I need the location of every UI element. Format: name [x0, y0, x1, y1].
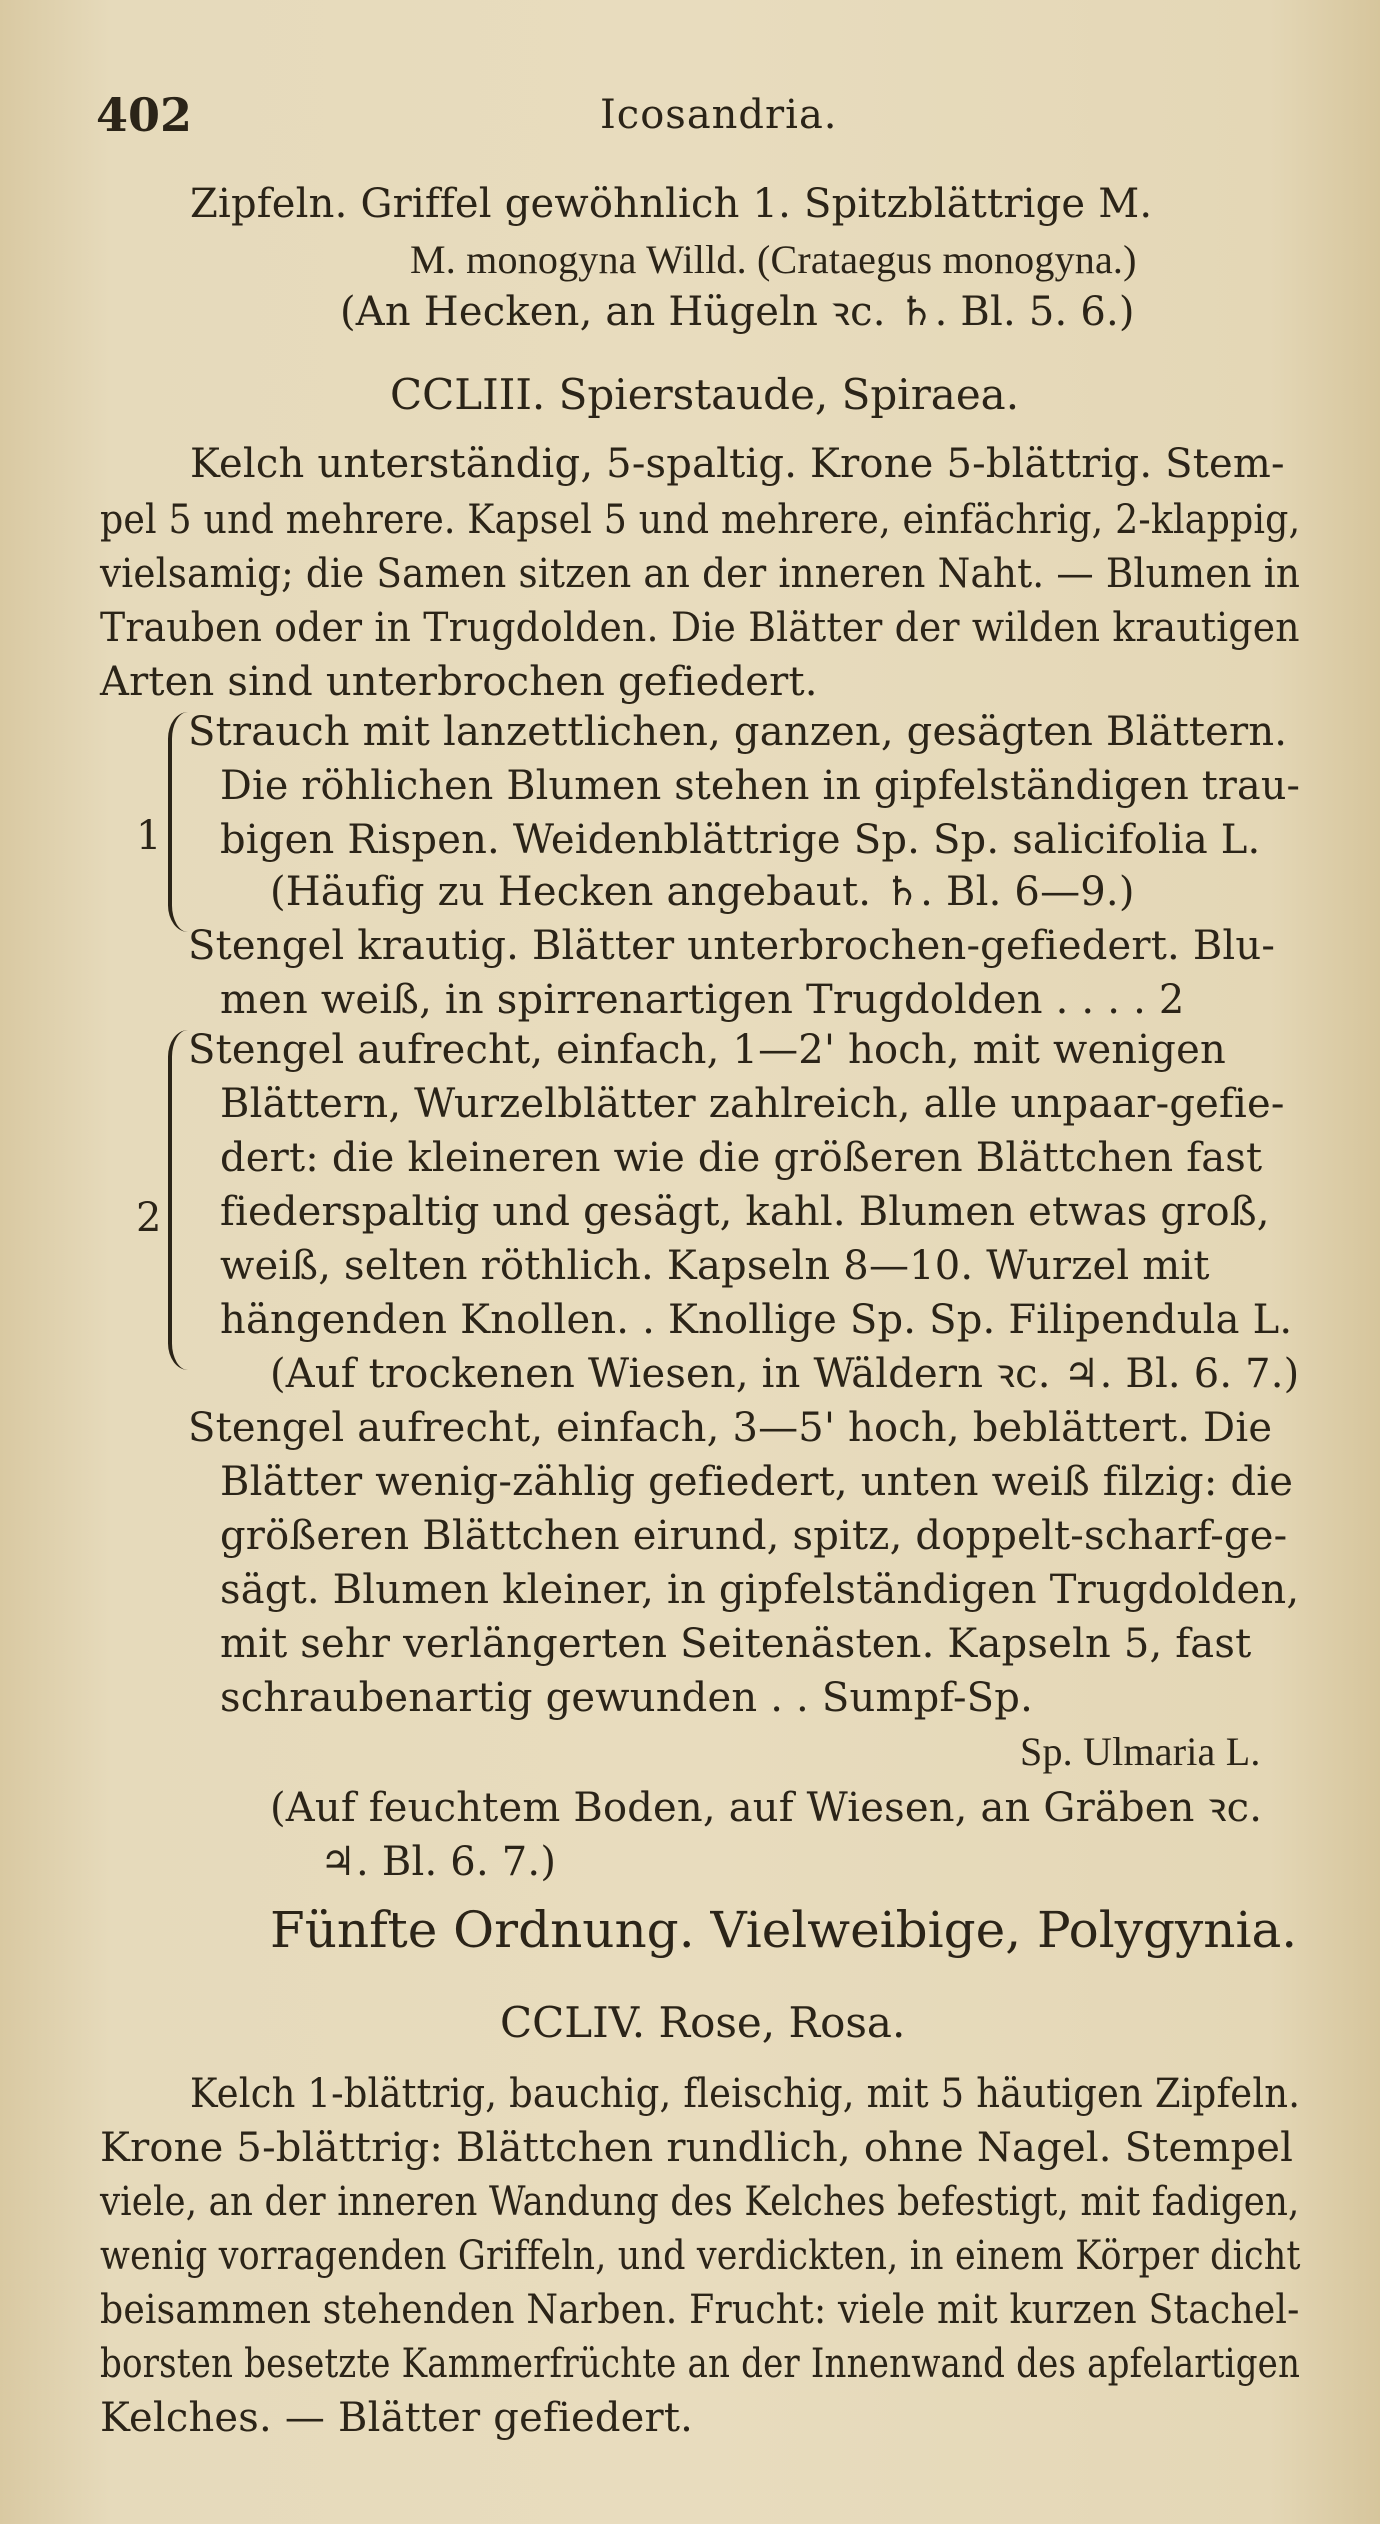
key-brace: [168, 712, 188, 932]
text-line: ♃. Bl. 6. 7.): [320, 1839, 557, 1885]
text-line: Die röhlichen Blumen stehen in gipfelständigen trau-: [220, 763, 1301, 809]
text-line: Stengel aufrecht, einfach, 1—2' hoch, mit wenigen: [188, 1027, 1226, 1073]
text-line: Sp. Ulmaria L.: [1020, 1729, 1261, 1774]
text-line: (An Hecken, an Hügeln ꝛc. ♄. Bl. 5. 6.): [340, 289, 1135, 335]
key-number: 2: [136, 1195, 162, 1241]
text-line: wenig vorragenden Griffeln, und verdickten, in einem Körper dicht: [100, 2233, 1301, 2279]
text-line: Zipfeln. Griffel gewöhnlich 1. Spitzblättrige M.: [190, 181, 1153, 227]
text-line: M. monogyna Willd. (Crataegus monogyna.): [410, 237, 1137, 282]
text-line: Stengel krautig. Blätter unterbrochen-gefiedert. Blu-: [188, 923, 1276, 969]
text-line: (Häufig zu Hecken angebaut. ♄. Bl. 6—9.): [270, 869, 1135, 915]
text-line: (Auf trockenen Wiesen, in Wäldern ꝛc. ♃. Bl. 6. 7.): [270, 1351, 1300, 1397]
text-line: sägt. Blumen kleiner, in gipfelständigen Trugdolden,: [220, 1567, 1300, 1613]
text-line: bigen Rispen. Weidenblättrige Sp. Sp. salicifolia L.: [220, 817, 1261, 863]
key-number: 1: [136, 813, 162, 859]
text-line: Krone 5-blättrig: Blättchen rundlich, ohne Nagel. Stempel: [100, 2125, 1294, 2171]
text-line: Kelch unterständig, 5-spaltig. Krone 5-blättrig. Stem-: [190, 441, 1285, 487]
running-head: Icosandria.: [600, 92, 838, 138]
text-line: men weiß, in spirrenartigen Trugdolden . . . . 2: [220, 977, 1185, 1023]
text-line: Blättern, Wurzelblätter zahlreich, alle unpaar-gefie-: [220, 1081, 1285, 1127]
text-line: mit sehr verlängerten Seitenästen. Kapseln 5, fast: [220, 1621, 1252, 1667]
text-line: Strauch mit lanzettlichen, ganzen, gesägten Blättern.: [188, 709, 1288, 755]
text-line: größeren Blättchen eirund, spitz, doppelt-scharf-ge-: [220, 1513, 1288, 1559]
text-line: Kelch 1-blättrig, bauchig, fleischig, mit 5 häutigen Zipfeln.: [190, 2071, 1301, 2117]
text-line: schraubenartig gewunden . . Sumpf-Sp.: [220, 1675, 1033, 1721]
text-line: beisammen stehenden Narben. Frucht: viele mit kurzen Stachel-: [100, 2287, 1300, 2333]
key-brace: [168, 1030, 188, 1370]
order-heading: Fünfte Ordnung. Vielweibige, Polygynia.: [270, 1901, 1298, 1959]
page-number: 402: [96, 88, 193, 142]
text-line: viele, an der inneren Wandung des Kelches befestigt, mit fadigen,: [100, 2179, 1300, 2225]
text-line: pel 5 und mehrere. Kapsel 5 und mehrere, einfächrig, 2-klappig,: [100, 497, 1301, 543]
text-line: Arten sind unterbrochen gefiedert.: [100, 659, 818, 705]
text-line: Blätter wenig-zählig gefiedert, unten weiß filzig: die: [220, 1459, 1294, 1505]
section-heading-ccliv: CCLIV. Rose, Rosa.: [500, 1998, 906, 2047]
text-line: borsten besetzte Kammerfrüchte an der Innenwand des apfelartigen: [100, 2341, 1301, 2387]
text-line: Stengel aufrecht, einfach, 3—5' hoch, beblättert. Die: [188, 1405, 1273, 1451]
text-line: Kelches. — Blätter gefiedert.: [100, 2395, 694, 2441]
text-line: vielsamig; die Samen sitzen an der inneren Naht. — Blumen in: [100, 551, 1301, 597]
text-line: weiß, selten röthlich. Kapseln 8—10. Wurzel mit: [220, 1243, 1210, 1289]
text-line: (Auf feuchtem Boden, auf Wiesen, an Gräben ꝛc.: [270, 1785, 1263, 1831]
text-line: dert: die kleineren wie die größeren Blättchen fast: [220, 1135, 1263, 1181]
text-line: hängenden Knollen. . Knollige Sp. Sp. Filipendula L.: [220, 1297, 1293, 1343]
text-line: Trauben oder in Trugdolden. Die Blätter der wilden krautigen: [100, 605, 1300, 651]
text-line: fiederspaltig und gesägt, kahl. Blumen etwas groß,: [220, 1189, 1270, 1235]
section-heading-ccliii: CCLIII. Spierstaude, Spiraea.: [390, 370, 1020, 419]
